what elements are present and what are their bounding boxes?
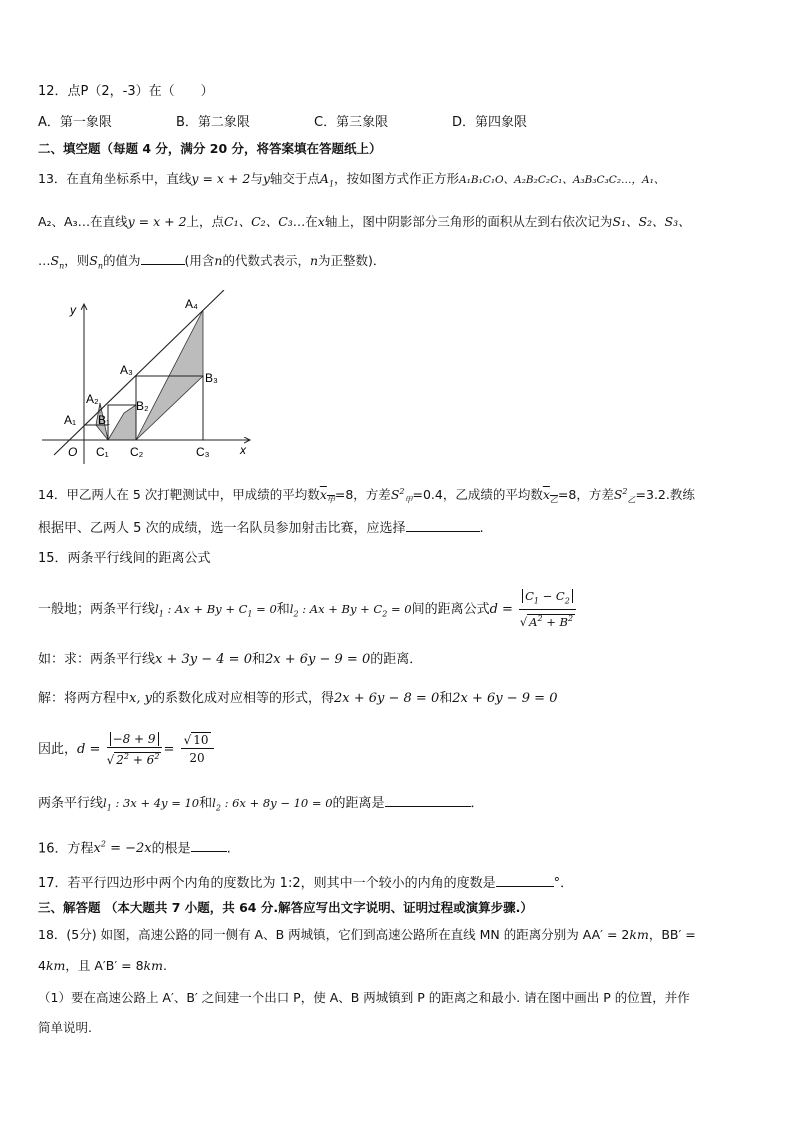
label-A4: A₄ xyxy=(185,297,198,311)
label-B2: B₂ xyxy=(136,399,149,413)
q16: 16．方程$x^2 = -2x$的根是 . xyxy=(38,840,231,857)
q13-line2: A₂、A₃…在直线y = x + 2上，点C₁、C₂、C₃…在x轴上，图中阴影部分三角形的面积从左到右依次记为S₁、S₂、S₃、 xyxy=(38,214,691,229)
label-C2: C₂ xyxy=(130,445,144,459)
q13-line3: $\dots S_n$，则$S_n$的值为 (用含n的代数式表示，n为正整数)． xyxy=(38,253,386,271)
q17-answer-blank[interactable] xyxy=(496,874,554,887)
q12-option-b: B．第二象限 xyxy=(176,115,250,130)
q14-answer-blank[interactable] xyxy=(406,519,480,532)
q18-line2: 4km，且 A′B′ = 8km. xyxy=(38,958,167,973)
q15-solution: 解：将两方程中x, y的系数化成对应相等的形式，得2x + 6y − 8 = 0和2x + 6y − 9 = 0 xyxy=(38,691,558,706)
q16-answer-blank[interactable] xyxy=(191,839,227,852)
q12-option-c: C．第三象限 xyxy=(314,115,389,130)
q15-answer-blank[interactable] xyxy=(385,794,471,807)
q15-question: 两条平行线$l_1$ : 3x + 4y = 10和$l_2$ : 6x + 8y − 10 = 0的距离是 ． xyxy=(38,796,484,813)
label-A3: A₃ xyxy=(120,363,133,377)
q18-part1-line1: （1）要在高速公路上 A′、B′ 之间建一个出口 P，使 A、B 两城镇到 P 的距离之和最小. 请在图中画出 P 的位置，并作 xyxy=(38,990,690,1005)
label-A1: A₁ xyxy=(64,413,77,427)
distance-formula-fraction: $\frac{C_1 - C_2}{√ A^2 + B^2}$ xyxy=(519,588,576,631)
q15-therefore: 因此，d = $\frac{-8 + 9}{√ 2^2 + 6^2}$ = $\frac{√ 10}{20}$ xyxy=(38,728,216,772)
label-A2: A₂ xyxy=(86,392,99,406)
shaded-triangle-3 xyxy=(136,310,203,440)
q17: 17．若平行四边形中两个内角的度数比为 1:2，则其中一个较小的内角的度数是 °． xyxy=(38,876,574,891)
q13-line1: 13．在直角坐标系中，直线y = x + 2与y轴交于点$A_1$，按如图方式作正方形A₁B₁C₁O、A₂B₂C₂C₁、A₃B₃C₃C₂…，A₁、 xyxy=(38,171,665,189)
q18-line1: 18．(5分) 如图，高速公路的同一侧有 A、B 两城镇，它们到高速公路所在直线 MN 的距离分别为 AA′ = 2km，BB′ = xyxy=(38,927,696,942)
q15-formula-line: 一般地；两条平行线$l_1$ : $Ax + By + C_1 = 0$和$l_2$ : $Ax + By + C_2 = 0$间的距离公式d = $\frac{C_1 - C_2}{√ A^2 + B^2}$ xyxy=(38,588,578,628)
example-result-fraction: $\frac{√ 10}{20}$ xyxy=(181,732,214,767)
q15-title: 15．两条平行线间的距离公式 xyxy=(38,551,211,566)
shaded-triangle-2 xyxy=(108,405,136,440)
label-y: y xyxy=(70,303,76,317)
q15-example: 如：求：两条平行线x + 3y − 4 = 0和2x + 6y − 9 = 0的距离． xyxy=(38,652,423,667)
label-B3: B₃ xyxy=(205,371,218,385)
q14-line2: 根据甲、乙两人 5 次的成绩，选一名队员参加射击比赛，应选择 . xyxy=(38,521,484,536)
q12-options xyxy=(38,114,527,132)
label-x: x xyxy=(240,443,246,457)
label-B1: B₁ xyxy=(98,413,111,427)
q12-stem: 12．点P（2，-3）在（ ） xyxy=(38,84,214,99)
q13-figure xyxy=(38,290,258,470)
label-C1: C₁ xyxy=(96,445,109,459)
section2-title: 二、填空题（每题 4 分，满分 20 分，将答案填在答题纸上） xyxy=(38,141,382,156)
example-fraction: $\frac{-8 + 9}{√ 2^2 + 6^2}$ xyxy=(107,731,162,769)
section3-title: 三、解答题 （本大题共 7 小题，共 64 分.解答应写出文字说明、证明过程或演算步骤.） xyxy=(38,900,533,915)
label-C3: C₃ xyxy=(196,445,210,459)
label-O: O xyxy=(68,445,78,459)
q13-answer-blank[interactable] xyxy=(141,252,185,265)
q12-option-a: A．第一象限 xyxy=(38,115,112,130)
q12-option-d: D．第四象限 xyxy=(452,115,528,130)
q18-part1-line2: 简单说明. xyxy=(38,1020,92,1035)
q14-line1: 14．甲乙两人在 5 次打靶测试中，甲成绩的平均数$x_甲=8$，方差$S^2_甲=0.4$，乙成绩的平均数$x_乙=8$，方差$S^2_乙=3.2$.教练 xyxy=(38,487,695,505)
